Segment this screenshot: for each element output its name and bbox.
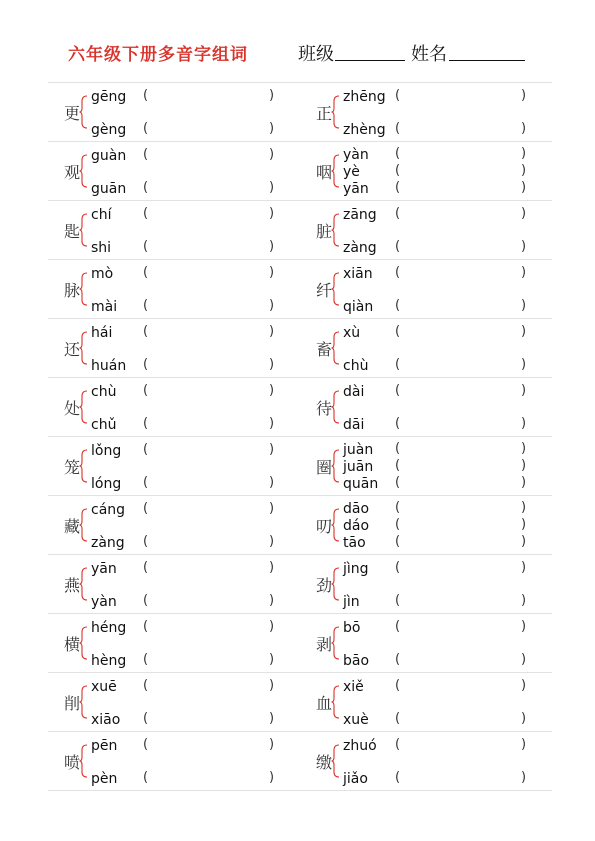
table-row <box>48 672 552 731</box>
curly-brace-icon <box>79 95 88 129</box>
table-row <box>48 200 552 259</box>
reading-entry <box>343 712 543 728</box>
curly-brace-icon <box>79 449 88 483</box>
pinyin-reading: zāng <box>343 207 377 223</box>
polyphone-cell <box>48 83 298 141</box>
answer-blank-close-paren[interactable]: ) <box>521 163 527 178</box>
answer-blank-close-paren[interactable]: ) <box>269 298 275 313</box>
pinyin-reading: guān <box>91 181 127 197</box>
answer-blank-close-paren[interactable]: ) <box>269 147 275 162</box>
reading-entry <box>343 164 543 180</box>
reading-entry <box>343 501 543 517</box>
pinyin-reading: dāo <box>343 501 370 517</box>
pinyin-reading: zhēng <box>343 89 386 105</box>
answer-blank-close-paren[interactable]: ) <box>269 324 275 339</box>
reading-entry <box>343 771 543 787</box>
pinyin-reading: zàng <box>343 240 377 256</box>
worksheet-title: 六年级下册多音字组词 <box>68 45 248 65</box>
answer-blank-close-paren[interactable]: ) <box>521 593 527 608</box>
pinyin-reading: guàn <box>91 148 127 164</box>
hanzi-character: 畜 <box>316 340 333 359</box>
curly-brace-icon <box>331 272 340 306</box>
polyphone-cell <box>300 83 550 141</box>
reading-entry <box>343 147 543 163</box>
answer-blank-close-paren[interactable]: ) <box>521 416 527 431</box>
answer-blank-open-paren[interactable]: ( <box>143 711 149 726</box>
reading-entry <box>91 148 291 164</box>
reading-entry <box>343 384 543 400</box>
table-row <box>48 259 552 318</box>
table-row <box>48 731 552 791</box>
answer-blank-close-paren[interactable]: ) <box>269 560 275 575</box>
answer-blank-close-paren[interactable]: ) <box>521 357 527 372</box>
polyphone-cell <box>48 378 298 436</box>
answer-blank-open-paren[interactable]: ( <box>143 619 149 634</box>
answer-blank-close-paren[interactable]: ) <box>269 416 275 431</box>
pinyin-reading: yè <box>343 164 360 180</box>
table-row <box>48 141 552 200</box>
answer-blank-open-paren[interactable]: ( <box>395 737 401 752</box>
pinyin-reading: chí <box>91 207 112 223</box>
table-row <box>48 613 552 672</box>
pinyin-reading: yàn <box>343 147 369 163</box>
reading-entry <box>91 594 291 610</box>
pinyin-reading: xiāo <box>91 712 121 728</box>
table-row <box>48 82 552 141</box>
reading-entry <box>343 299 543 315</box>
name-field-line[interactable] <box>449 60 525 61</box>
worksheet-header <box>0 34 595 68</box>
answer-blank-open-paren[interactable]: ( <box>143 534 149 549</box>
reading-entry <box>91 653 291 669</box>
reading-entry <box>91 299 291 315</box>
answer-blank-open-paren[interactable]: ( <box>395 517 401 532</box>
hanzi-character: 待 <box>316 399 333 418</box>
polyphone-cell <box>300 260 550 318</box>
pinyin-reading: juàn <box>343 442 374 458</box>
reading-entry <box>91 325 291 341</box>
reading-entry <box>343 89 543 105</box>
curly-brace-icon <box>331 508 340 542</box>
curly-brace-icon <box>331 331 340 365</box>
pinyin-reading: jìn <box>343 594 360 610</box>
pinyin-reading: zhuó <box>343 738 377 754</box>
pinyin-reading: xù <box>343 325 361 341</box>
answer-blank-open-paren[interactable]: ( <box>143 383 149 398</box>
reading-entry <box>91 712 291 728</box>
answer-blank-close-paren[interactable]: ) <box>521 180 527 195</box>
answer-blank-open-paren[interactable]: ( <box>143 678 149 693</box>
answer-blank-open-paren[interactable]: ( <box>143 416 149 431</box>
answer-blank-open-paren[interactable]: ( <box>395 593 401 608</box>
answer-blank-open-paren[interactable]: ( <box>395 298 401 313</box>
pinyin-reading: xuē <box>91 679 117 695</box>
curly-brace-icon <box>331 154 340 188</box>
answer-blank-open-paren[interactable]: ( <box>395 324 401 339</box>
reading-entry <box>91 89 291 105</box>
answer-blank-open-paren[interactable]: ( <box>143 593 149 608</box>
curly-brace-icon <box>331 685 340 719</box>
answer-blank-open-paren[interactable]: ( <box>395 163 401 178</box>
pinyin-reading: huán <box>91 358 127 374</box>
answer-blank-close-paren[interactable]: ) <box>521 88 527 103</box>
reading-entry <box>343 738 543 754</box>
answer-blank-close-paren[interactable]: ) <box>521 678 527 693</box>
answer-blank-close-paren[interactable]: ) <box>269 121 275 136</box>
pinyin-reading: gèng <box>91 122 127 138</box>
reading-entry <box>343 240 543 256</box>
answer-blank-open-paren[interactable]: ( <box>395 265 401 280</box>
answer-blank-open-paren[interactable]: ( <box>395 711 401 726</box>
answer-blank-open-paren[interactable]: ( <box>395 770 401 785</box>
answer-blank-close-paren[interactable]: ) <box>521 619 527 634</box>
reading-entry <box>91 502 291 518</box>
table-row <box>48 318 552 377</box>
reading-entry <box>91 535 291 551</box>
answer-blank-open-paren[interactable]: ( <box>395 652 401 667</box>
reading-entry <box>91 122 291 138</box>
pinyin-reading: bō <box>343 620 361 636</box>
polyphone-cell <box>48 614 298 672</box>
answer-blank-close-paren[interactable]: ) <box>269 180 275 195</box>
reading-entry <box>343 561 543 577</box>
polyphone-cell <box>300 201 550 259</box>
polyphone-table <box>48 82 552 791</box>
answer-blank-close-paren[interactable]: ) <box>269 357 275 372</box>
hanzi-character: 正 <box>316 104 333 123</box>
reading-entry <box>343 594 543 610</box>
answer-blank-open-paren[interactable]: ( <box>143 121 149 136</box>
reading-entry <box>91 417 291 433</box>
polyphone-cell <box>300 378 550 436</box>
hanzi-character: 缴 <box>316 753 333 772</box>
hanzi-character: 更 <box>64 104 81 123</box>
pinyin-reading: xuè <box>343 712 369 728</box>
answer-blank-open-paren[interactable]: ( <box>395 534 401 549</box>
answer-blank-open-paren[interactable]: ( <box>395 560 401 575</box>
answer-blank-close-paren[interactable]: ) <box>521 383 527 398</box>
answer-blank-open-paren[interactable]: ( <box>143 475 149 490</box>
answer-blank-close-paren[interactable]: ) <box>269 265 275 280</box>
pinyin-reading: hèng <box>91 653 127 669</box>
answer-blank-open-paren[interactable]: ( <box>395 500 401 515</box>
answer-blank-open-paren[interactable]: ( <box>395 416 401 431</box>
curly-brace-icon <box>79 390 88 424</box>
reading-entry <box>91 771 291 787</box>
answer-blank-close-paren[interactable]: ) <box>521 324 527 339</box>
table-row <box>48 436 552 495</box>
answer-blank-open-paren[interactable]: ( <box>143 442 149 457</box>
curly-brace-icon <box>79 567 88 601</box>
answer-blank-close-paren[interactable]: ) <box>269 593 275 608</box>
pinyin-reading: xiě <box>343 679 364 695</box>
reading-entry <box>91 240 291 256</box>
answer-blank-close-paren[interactable]: ) <box>269 383 275 398</box>
answer-blank-open-paren[interactable]: ( <box>143 357 149 372</box>
hanzi-character: 藏 <box>64 517 81 536</box>
curly-brace-icon <box>331 390 340 424</box>
hanzi-character: 横 <box>64 635 81 654</box>
polyphone-cell <box>48 201 298 259</box>
hanzi-character: 劲 <box>316 576 333 595</box>
hanzi-character: 脏 <box>316 222 333 241</box>
polyphone-cell <box>48 260 298 318</box>
answer-blank-close-paren[interactable]: ) <box>521 737 527 752</box>
pinyin-reading: pēn <box>91 738 118 754</box>
answer-blank-close-paren[interactable]: ) <box>269 239 275 254</box>
answer-blank-close-paren[interactable]: ) <box>521 475 527 490</box>
answer-blank-open-paren[interactable]: ( <box>395 383 401 398</box>
pinyin-reading: jiǎo <box>343 771 368 787</box>
reading-entry <box>343 358 543 374</box>
answer-blank-close-paren[interactable]: ) <box>521 265 527 280</box>
reading-entry <box>343 207 543 223</box>
polyphone-cell <box>300 319 550 377</box>
pinyin-reading: chù <box>91 384 117 400</box>
curly-brace-icon <box>331 567 340 601</box>
answer-blank-close-paren[interactable]: ) <box>521 711 527 726</box>
pinyin-reading: dáo <box>343 518 370 534</box>
curly-brace-icon <box>79 272 88 306</box>
curly-brace-icon <box>331 744 340 778</box>
reading-entry <box>343 459 543 475</box>
pinyin-reading: jìng <box>343 561 369 577</box>
answer-blank-close-paren[interactable]: ) <box>269 442 275 457</box>
reading-entry <box>343 679 543 695</box>
pinyin-reading: dāi <box>343 417 365 433</box>
answer-blank-close-paren[interactable]: ) <box>269 678 275 693</box>
reading-entry <box>343 442 543 458</box>
answer-blank-open-paren[interactable]: ( <box>395 475 401 490</box>
hanzi-character: 脉 <box>64 281 81 300</box>
answer-blank-close-paren[interactable]: ) <box>521 121 527 136</box>
curly-brace-icon <box>331 626 340 660</box>
answer-blank-open-paren[interactable]: ( <box>143 88 149 103</box>
curly-brace-icon <box>331 95 340 129</box>
answer-blank-close-paren[interactable]: ) <box>269 770 275 785</box>
pinyin-reading: yān <box>91 561 117 577</box>
answer-blank-open-paren[interactable]: ( <box>143 737 149 752</box>
pinyin-reading: zàng <box>91 535 125 551</box>
answer-blank-open-paren[interactable]: ( <box>143 324 149 339</box>
class-field-line[interactable] <box>335 60 405 61</box>
reading-entry <box>91 358 291 374</box>
curly-brace-icon <box>79 508 88 542</box>
answer-blank-close-paren[interactable]: ) <box>269 475 275 490</box>
polyphone-cell <box>48 496 298 554</box>
answer-blank-open-paren[interactable]: ( <box>395 239 401 254</box>
class-label: 班级 <box>298 44 334 65</box>
pinyin-reading: mò <box>91 266 114 282</box>
answer-blank-open-paren[interactable]: ( <box>143 147 149 162</box>
pinyin-reading: gēng <box>91 89 127 105</box>
reading-entry <box>343 417 543 433</box>
polyphone-cell <box>300 673 550 731</box>
pinyin-reading: pèn <box>91 771 118 787</box>
curly-brace-icon <box>331 449 340 483</box>
reading-entry <box>343 476 543 492</box>
pinyin-reading: lóng <box>91 476 122 492</box>
answer-blank-close-paren[interactable]: ) <box>269 501 275 516</box>
polyphone-cell <box>48 555 298 613</box>
hanzi-character: 匙 <box>64 222 81 241</box>
hanzi-character: 喷 <box>64 753 81 772</box>
answer-blank-close-paren[interactable]: ) <box>269 206 275 221</box>
answer-blank-close-paren[interactable]: ) <box>521 652 527 667</box>
answer-blank-close-paren[interactable]: ) <box>521 298 527 313</box>
polyphone-cell <box>48 437 298 495</box>
reading-entry <box>343 535 543 551</box>
polyphone-cell <box>48 319 298 377</box>
answer-blank-open-paren[interactable]: ( <box>395 458 401 473</box>
answer-blank-close-paren[interactable]: ) <box>521 458 527 473</box>
table-row <box>48 554 552 613</box>
pinyin-reading: chǔ <box>91 417 117 433</box>
polyphone-cell <box>300 496 550 554</box>
reading-entry <box>343 325 543 341</box>
curly-brace-icon <box>331 213 340 247</box>
reading-entry <box>91 476 291 492</box>
hanzi-character: 圈 <box>316 458 333 477</box>
hanzi-character: 纤 <box>316 281 333 300</box>
pinyin-reading: shi <box>91 240 112 256</box>
reading-entry <box>91 738 291 754</box>
curly-brace-icon <box>79 626 88 660</box>
reading-entry <box>343 653 543 669</box>
pinyin-reading: tāo <box>343 535 366 551</box>
answer-blank-close-paren[interactable]: ) <box>269 619 275 634</box>
reading-entry <box>91 181 291 197</box>
curly-brace-icon <box>79 744 88 778</box>
answer-blank-open-paren[interactable]: ( <box>143 239 149 254</box>
pinyin-reading: héng <box>91 620 127 636</box>
polyphone-cell <box>48 142 298 200</box>
reading-entry <box>343 266 543 282</box>
reading-entry <box>91 561 291 577</box>
answer-blank-open-paren[interactable]: ( <box>395 619 401 634</box>
polyphone-cell <box>300 732 550 790</box>
answer-blank-open-paren[interactable]: ( <box>395 206 401 221</box>
answer-blank-close-paren[interactable]: ) <box>521 770 527 785</box>
pinyin-reading: chù <box>343 358 369 374</box>
reading-entry <box>343 122 543 138</box>
curly-brace-icon <box>79 154 88 188</box>
polyphone-cell <box>300 142 550 200</box>
curly-brace-icon <box>79 213 88 247</box>
name-label: 姓名 <box>411 44 447 65</box>
answer-blank-open-paren[interactable]: ( <box>395 146 401 161</box>
answer-blank-close-paren[interactable]: ) <box>521 206 527 221</box>
answer-blank-close-paren[interactable]: ) <box>269 534 275 549</box>
answer-blank-open-paren[interactable]: ( <box>395 357 401 372</box>
answer-blank-close-paren[interactable]: ) <box>521 534 527 549</box>
answer-blank-open-paren[interactable]: ( <box>143 501 149 516</box>
answer-blank-close-paren[interactable]: ) <box>521 441 527 456</box>
answer-blank-open-paren[interactable]: ( <box>143 652 149 667</box>
pinyin-reading: quān <box>343 476 379 492</box>
pinyin-reading: zhèng <box>343 122 386 138</box>
reading-entry <box>343 620 543 636</box>
hanzi-character: 还 <box>64 340 81 359</box>
polyphone-cell <box>300 555 550 613</box>
hanzi-character: 观 <box>64 163 81 182</box>
pinyin-reading: juān <box>343 459 374 475</box>
answer-blank-close-paren[interactable]: ) <box>269 88 275 103</box>
pinyin-reading: yàn <box>91 594 117 610</box>
answer-blank-close-paren[interactable]: ) <box>269 711 275 726</box>
reading-entry <box>343 181 543 197</box>
answer-blank-open-paren[interactable]: ( <box>143 298 149 313</box>
pinyin-reading: lǒng <box>91 443 122 459</box>
pinyin-reading: xiān <box>343 266 373 282</box>
hanzi-character: 叨 <box>316 517 333 536</box>
pinyin-reading: qiàn <box>343 299 374 315</box>
table-row <box>48 377 552 436</box>
reading-entry <box>343 518 543 534</box>
answer-blank-close-paren[interactable]: ) <box>269 652 275 667</box>
answer-blank-close-paren[interactable]: ) <box>521 146 527 161</box>
hanzi-character: 血 <box>316 694 333 713</box>
answer-blank-close-paren[interactable]: ) <box>521 517 527 532</box>
polyphone-cell <box>48 673 298 731</box>
answer-blank-close-paren[interactable]: ) <box>521 560 527 575</box>
answer-blank-open-paren[interactable]: ( <box>143 560 149 575</box>
curly-brace-icon <box>79 685 88 719</box>
reading-entry <box>91 207 291 223</box>
pinyin-reading: hái <box>91 325 113 341</box>
answer-blank-open-paren[interactable]: ( <box>143 770 149 785</box>
answer-blank-open-paren[interactable]: ( <box>143 206 149 221</box>
answer-blank-open-paren[interactable]: ( <box>395 678 401 693</box>
hanzi-character: 处 <box>64 399 81 418</box>
answer-blank-close-paren[interactable]: ) <box>269 737 275 752</box>
answer-blank-open-paren[interactable]: ( <box>395 441 401 456</box>
reading-entry <box>91 620 291 636</box>
reading-entry <box>91 266 291 282</box>
pinyin-reading: mài <box>91 299 118 315</box>
polyphone-cell <box>300 437 550 495</box>
pinyin-reading: bāo <box>343 653 370 669</box>
answer-blank-open-paren[interactable]: ( <box>395 121 401 136</box>
answer-blank-open-paren[interactable]: ( <box>143 265 149 280</box>
reading-entry <box>91 384 291 400</box>
answer-blank-close-paren[interactable]: ) <box>521 500 527 515</box>
answer-blank-open-paren[interactable]: ( <box>395 180 401 195</box>
hanzi-character: 削 <box>64 694 81 713</box>
hanzi-character: 燕 <box>64 576 81 595</box>
pinyin-reading: dài <box>343 384 365 400</box>
reading-entry <box>91 679 291 695</box>
pinyin-reading: yān <box>343 181 369 197</box>
hanzi-character: 咽 <box>316 163 333 182</box>
answer-blank-open-paren[interactable]: ( <box>143 180 149 195</box>
polyphone-cell <box>300 614 550 672</box>
pinyin-reading: cáng <box>91 502 126 518</box>
hanzi-character: 笼 <box>64 458 81 477</box>
reading-entry <box>91 443 291 459</box>
hanzi-character: 剥 <box>316 635 333 654</box>
polyphone-cell <box>48 732 298 790</box>
answer-blank-close-paren[interactable]: ) <box>521 239 527 254</box>
answer-blank-open-paren[interactable]: ( <box>395 88 401 103</box>
table-row <box>48 495 552 554</box>
curly-brace-icon <box>79 331 88 365</box>
